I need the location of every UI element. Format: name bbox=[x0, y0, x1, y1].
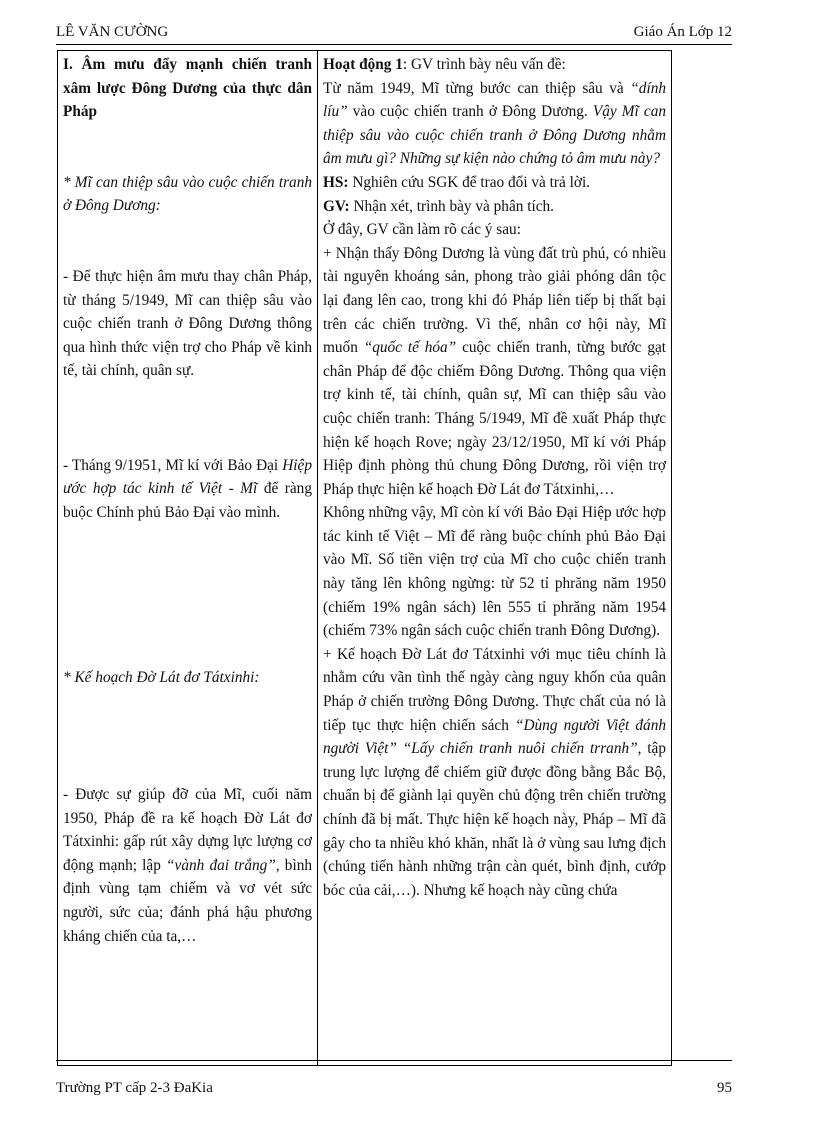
student-task: HS: Nghiên cứu SGK để trao đổi và trả lời. bbox=[323, 173, 591, 191]
header-subject: Giáo Án Lớp 12 bbox=[633, 24, 732, 40]
right-paragraph-1: + Nhận thấy Đông Dương là vùng đất trù phú, có nhiều tài nguyên khoáng sản, phong trào giải phóng dân tộc lại đang lên cao, trong khi đó Pháp liên tiếp bị thất bại trên các chiến trường. Vì thế, nhân cơ hội này, Mĩ muốn “quốc tế hóa” cuộc chiến tranh, từng bước gạt chân Pháp để độc chiếm Đông Dương. Thông qua viện trợ kinh tế, tài chính, quân sự, Mĩ can thiệp sâu vào cuộc chiến tranh: Tháng 5/1949, Mĩ đề xuất Pháp thực hiện kế hoạch Rove; ngày 23/12/1950, Mĩ kí với Pháp Hiệp định phòng thủ chung Đông Dương, rồi viện trợ Pháp thực hiện kế hoạch Đờ Lát đơ Tátxinhi,… bbox=[323, 244, 666, 498]
lesson-table bbox=[57, 50, 672, 1066]
right-paragraph-2: Không những vậy, Mĩ còn kí với Bảo Đại Hiệp ước hợp tác kinh tế Việt – Mĩ để ràng buộc chính phủ Bảo Đại vào Mĩ. Số tiền viện trợ của Mĩ cho cuộc chiến tranh này tăng lên không ngừng: từ 52 tỉ phrăng năm 1950 (chiếm 19% ngân sách) lên 555 tỉ phrăng năm 1954 (chiếm 73% ngân sách cuộc chiến tranh Đông Dương). bbox=[323, 504, 666, 640]
page-header bbox=[56, 24, 732, 46]
footer-school: Trường PT cấp 2-3 ĐaKia bbox=[56, 1080, 213, 1096]
teacher-task: GV: Nhận xét, trình bày và phân tích. bbox=[323, 197, 554, 215]
left-paragraph-3: - Được sự giúp đỡ của Mĩ, cuối năm 1950, Pháp đề ra kế hoạch Đờ Lát đơ Tátxinhi: gấp rút xây dựng lực lượng cơ động mạnh; lập “vành đai trắng”, bình định vùng tạm chiếm và vơ vét sức người, sức của; đánh phá hậu phương kháng chiến của ta,… bbox=[63, 786, 312, 945]
teacher-note: Ở đây, GV cần làm rõ các ý sau: bbox=[323, 221, 521, 239]
right-column bbox=[318, 51, 672, 1066]
header-divider bbox=[56, 44, 732, 45]
subheading-my-can-thiep: * Mĩ can thiệp sâu vào cuộc chiến tranh ở Đông Dương: bbox=[63, 173, 312, 215]
page-number: 95 bbox=[717, 1080, 732, 1096]
left-column bbox=[58, 51, 318, 1066]
activity-intro: Từ năm 1949, Mĩ từng bước can thiệp sâu và “dính líu” vào cuộc chiến tranh ở Đông Dương. Vậy Mĩ can thiệp sâu vào cuộc chiến tranh ở Đông Dương nhằm âm mưu gì? Những sự kiện nào chứng tỏ âm mưu này? bbox=[323, 79, 666, 168]
header-author: LÊ VĂN CƯỜNG bbox=[56, 24, 169, 40]
activity-1-heading: Hoạt động 1: GV trình bày nêu vấn đề: bbox=[323, 56, 566, 73]
right-paragraph-3: + Kế hoạch Đờ Lát đơ Tátxinhi với mục tiêu chính là nhằm cứu vãn tình thế ngày càng nguy khốn của quân Pháp ở chiến trường Đông Dương. Thực chất của nó là tiếp tục thực hiện chiến sách “Dùng người Việt đánh người Việt” “Lấy chiến tranh nuôi chiến trranh”, tập trung lực lượng để chiếm giữ được đồng bằng Bắc Bộ, chuẩn bị để giành lại quyền chủ động trên chiến trường chính đã bị mất. Thực hiện kế hoạch này, Pháp – Mĩ đã gây cho ta nhiều khó khăn, nhất là ở vùng sau lưng địch (chúng tiến hành những trận càn quét, bình định, cướp bóc của cải,…). Nhưng kế hoạch này cũng chứa bbox=[323, 645, 666, 899]
footer-divider bbox=[56, 1060, 732, 1061]
left-paragraph-1: - Để thực hiện âm mưu thay chân Pháp, từ tháng 5/1949, Mĩ can thiệp sâu vào cuộc chiến tranh ở Đông Dương thông qua hình thức viện trợ cho Pháp về kinh tế, tài chính, quân sự. bbox=[63, 267, 312, 380]
left-paragraph-2: - Tháng 9/1951, Mĩ kí với Bảo Đại Hiệp ước hợp tác kinh tế Việt - Mĩ để ràng buộc Chính phủ Bảo Đại vào mình. bbox=[63, 456, 312, 521]
subheading-ke-hoach: * Kế hoạch Đờ Lát đơ Tátxinhi: bbox=[63, 668, 260, 686]
section-title: I. Âm mưu đẩy mạnh chiến tranh xâm lược Đông Dương của thực dân Pháp bbox=[63, 56, 312, 121]
table-row bbox=[58, 51, 672, 1066]
